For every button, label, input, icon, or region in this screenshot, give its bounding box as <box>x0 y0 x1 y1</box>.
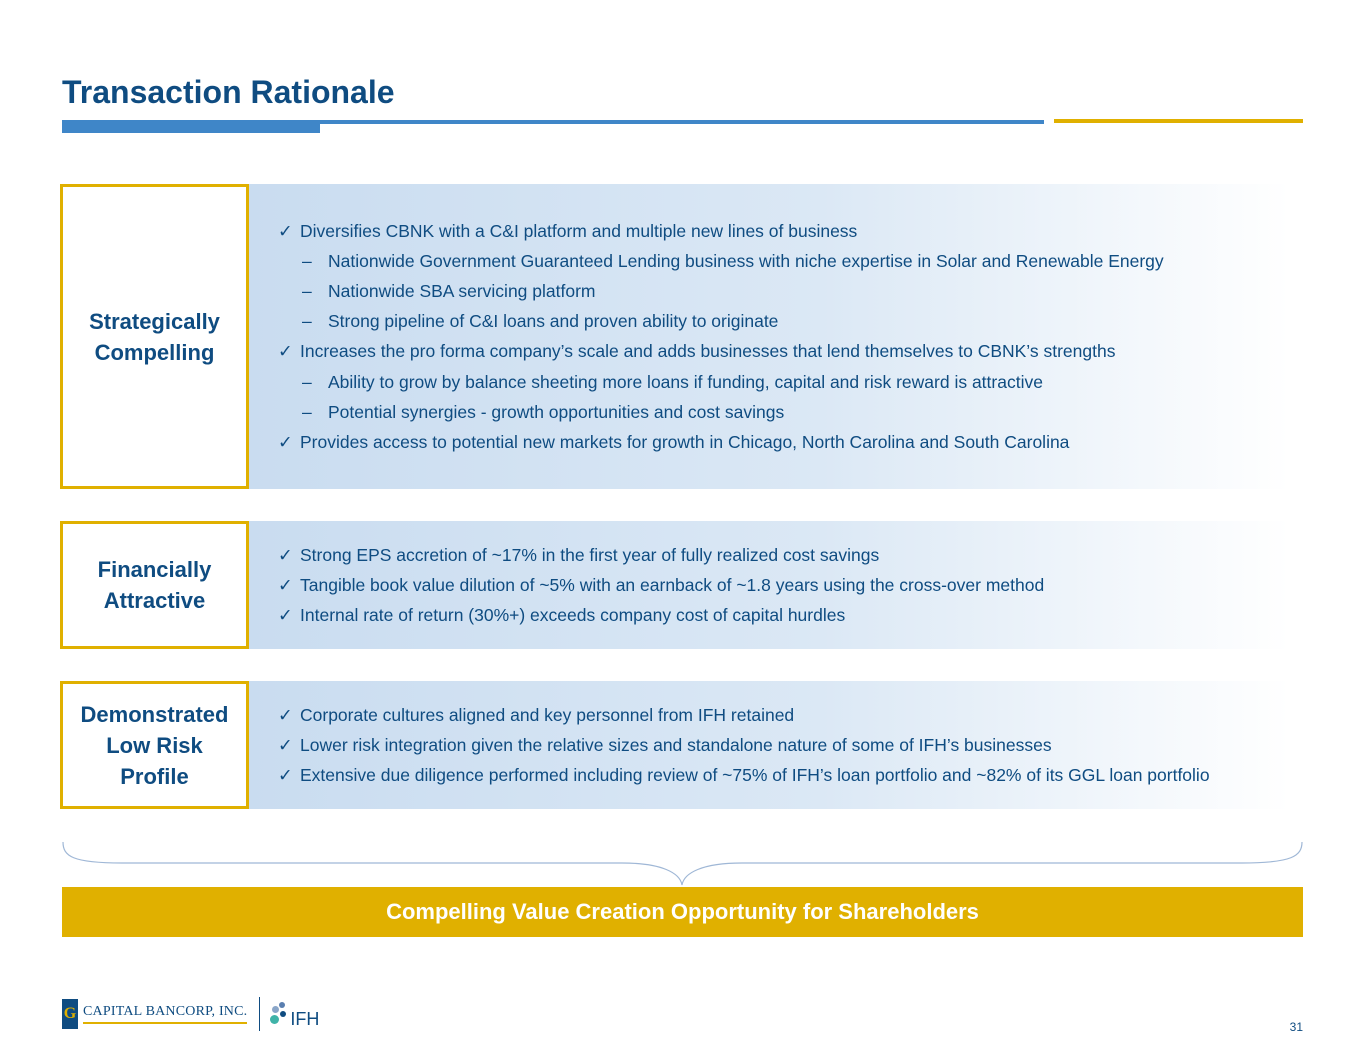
title-rule-thick <box>62 120 320 133</box>
summary-brace <box>62 838 1303 888</box>
capital-bancorp-emblem-icon: G <box>62 999 78 1029</box>
bullet-item: ✓ Tangible book value dilution of ~5% with an earnback of ~1.8 years using the cross-over method <box>278 575 1045 595</box>
title-rule-thin <box>320 120 1044 124</box>
section-content <box>249 184 1290 489</box>
dash-icon: – <box>302 372 312 392</box>
check-icon: ✓ <box>278 765 293 785</box>
bullet-item: ✓ Strong EPS accretion of ~17% in the first year of fully realized cost savings <box>278 545 880 565</box>
check-icon: ✓ <box>278 705 293 725</box>
ifh-logo <box>270 1000 319 1028</box>
section-label-box <box>60 184 249 489</box>
capital-bancorp-logo-text: CAPITAL BANCORP, INC. <box>83 1004 247 1024</box>
section-content <box>249 521 1290 649</box>
bullet-list <box>278 705 1290 795</box>
bullet-item: ✓ Lower risk integration given the relative sizes and standalone nature of some of IFH’s businesses <box>278 735 1052 755</box>
check-icon: ✓ <box>278 221 293 241</box>
ifh-logo-text: IFH <box>290 1009 320 1029</box>
section-label: Financially Attractive <box>97 557 212 613</box>
bullet-list <box>278 545 1290 635</box>
bullet-item: ✓ Corporate cultures aligned and key personnel from IFH retained <box>278 705 795 725</box>
check-icon: ✓ <box>278 605 293 625</box>
logo-divider <box>259 997 260 1031</box>
section-label: Strategically Compelling <box>89 308 220 365</box>
bullet-item: ✓ Internal rate of return (30%+) exceeds company cost of capital hurdles <box>278 605 846 625</box>
dash-icon: – <box>302 281 312 301</box>
ifh-dots-icon <box>270 1000 290 1028</box>
section-label: Demonstrated Low Risk Profile <box>80 701 229 789</box>
check-icon: ✓ <box>278 432 293 452</box>
dash-icon: – <box>302 251 312 271</box>
sub-bullet-item: – Ability to grow by balance sheeting more loans if funding, capital and risk reward is attractive <box>302 372 1043 392</box>
bullet-list <box>278 221 1290 462</box>
bullet-item: ✓ Diversifies CBNK with a C&I platform and multiple new lines of business <box>278 221 858 241</box>
page-number: 31 <box>1289 1020 1303 1034</box>
summary-banner: Compelling Value Creation Opportunity for Shareholders <box>62 887 1303 937</box>
section-content <box>249 681 1290 809</box>
section-label-box <box>60 681 249 809</box>
sub-bullet-item: – Potential synergies - growth opportunities and cost savings <box>302 402 785 422</box>
section-demonstrated-low-risk-profile <box>60 681 1290 809</box>
check-icon: ✓ <box>278 545 293 565</box>
title-rule-gold <box>1054 119 1303 123</box>
check-icon: ✓ <box>278 575 293 595</box>
bullet-item: ✓ Increases the pro forma company’s scale and adds businesses that lend themselves to CBNK’s strengths <box>278 341 1116 361</box>
check-icon: ✓ <box>278 341 293 361</box>
footer-logos <box>62 996 319 1032</box>
sub-bullet-item: – Strong pipeline of C&I loans and proven ability to originate <box>302 311 779 331</box>
page-title: Transaction Rationale <box>62 74 395 110</box>
bullet-item: ✓ Provides access to potential new markets for growth in Chicago, North Carolina and South Carolina <box>278 432 1070 452</box>
dash-icon: – <box>302 311 312 331</box>
check-icon: ✓ <box>278 735 293 755</box>
section-strategically-compelling <box>60 184 1290 489</box>
section-label-box <box>60 521 249 649</box>
dash-icon: – <box>302 402 312 422</box>
section-financially-attractive <box>60 521 1290 649</box>
sub-bullet-item: – Nationwide SBA servicing platform <box>302 281 596 301</box>
sub-bullet-item: – Nationwide Government Guaranteed Lending business with niche expertise in Solar and Renewable Energy <box>302 251 1164 271</box>
bullet-item: ✓ Extensive due diligence performed including review of ~75% of IFH’s loan portfolio and ~82% of its GGL loan portfolio <box>278 765 1210 785</box>
